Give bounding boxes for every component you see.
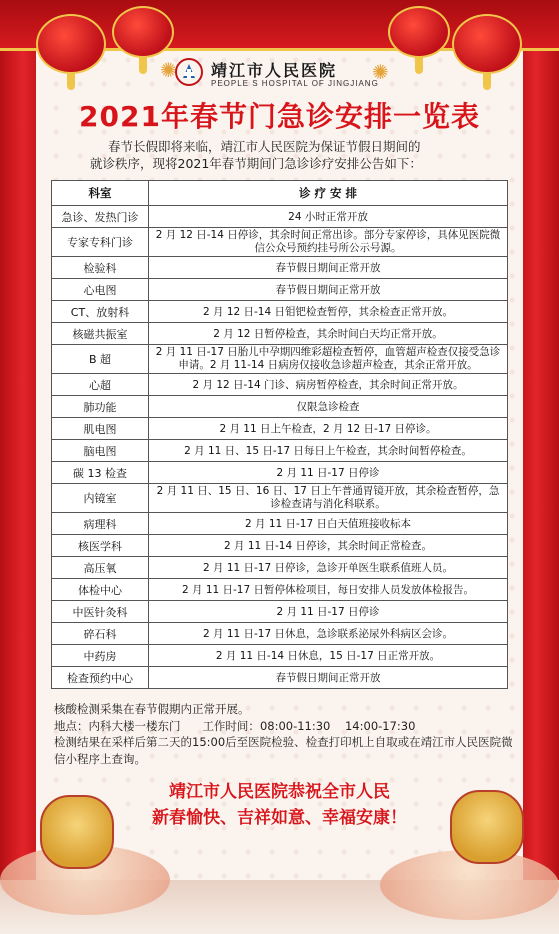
arrangement-cell: 2 月 11 日-17 日停诊，急诊开单医生联系值班人员。 (149, 557, 508, 579)
dept-cell: 核磁共振室 (52, 323, 149, 345)
table-row (52, 462, 508, 484)
arrangement-cell: 春节假日期间正常开放 (149, 257, 508, 279)
table-row (52, 301, 508, 323)
table-row (52, 396, 508, 418)
table-row (52, 418, 508, 440)
header-dept: 科室 (52, 181, 149, 206)
arrangement-cell: 2 月 12 日暂停检查，其余时间白天均正常开放。 (149, 323, 508, 345)
dept-cell: 检查预约中心 (52, 667, 149, 689)
table-row (52, 279, 508, 301)
schedule-table (51, 180, 508, 689)
intro-paragraph (90, 138, 508, 172)
dept-cell: 肌电图 (52, 418, 149, 440)
arrangement-cell: 2 月 11 日-17 日胎儿中孕期四维彩超检查暂停，血管超声检查仅接受急诊申请。2 月 11-14 日病房仅接收急诊超声检查，其余正常开放。 (149, 345, 508, 374)
notes-line-1: 核酸检测采集在春节假期内正常开展。 (54, 702, 250, 716)
table-row (52, 513, 508, 535)
arrangement-cell: 仅限急诊检查 (149, 396, 508, 418)
header-arrangement: 诊 疗 安 排 (149, 181, 508, 206)
hours-label: 工作时间： (202, 718, 260, 733)
lantern-icon (388, 6, 450, 58)
dept-cell: 心超 (52, 374, 149, 396)
notes-line-3: 检测结果在采样后第二天的15:00后至医院检验、检查打印机上自取或在靖江市人民医院微信小程序上查询。 (54, 735, 513, 766)
arrangement-cell: 春节假日期间正常开放 (149, 279, 508, 301)
dept-cell: 中医针灸科 (52, 601, 149, 623)
dept-cell: 体检中心 (52, 579, 149, 601)
arrangement-cell: 2 月 12 日-14 日钼钯检查暂停，其余检查正常开放。 (149, 301, 508, 323)
ox-mascot-icon (40, 795, 114, 869)
page-title: 2021年春节门急诊安排一览表 (79, 100, 480, 133)
table-row (52, 323, 508, 345)
arrangement-cell: 2 月 11 日上午检查，2 月 12 日-17 日停诊。 (149, 418, 508, 440)
table-header-row (52, 181, 508, 206)
dept-cell: 心电图 (52, 279, 149, 301)
lantern-icon (36, 14, 106, 74)
firework-icon: ✺ (372, 60, 389, 84)
hospital-name-cn: 靖江市人民医院 (211, 61, 338, 80)
table-row (52, 228, 508, 257)
arrangement-cell: 2 月 12 日-14 门诊、病房暂停检查，其余时间正常开放。 (149, 374, 508, 396)
arrangement-cell: 2 月 11 日-17 日停诊 (149, 601, 508, 623)
table-row (52, 440, 508, 462)
table-row (52, 667, 508, 689)
arrangement-cell: 2 月 11 日-14 日停诊，其余时间正常检查。 (149, 535, 508, 557)
table-row (52, 257, 508, 279)
arrangement-cell: 2 月 11 日-17 日休息，急诊联系泌尿外科病区会诊。 (149, 623, 508, 645)
dept-cell: 病理科 (52, 513, 149, 535)
arrangement-cell: 2 月 11 日、15 日、16 日、17 日上午普通胃镜开放，其余检查暂停，急诊检查请与消化科联系。 (149, 484, 508, 513)
hospital-name-en: PEOPLE S HOSPITAL OF JINGJIANG (211, 79, 379, 88)
dept-cell: 碎石科 (52, 623, 149, 645)
table-row (52, 623, 508, 645)
arrangement-cell: 24 小时正常开放 (149, 206, 508, 228)
hospital-logo (175, 58, 395, 92)
greeting-line-2: 新春愉快、吉祥如意、幸福安康！ (152, 808, 407, 828)
dept-cell: 碳 13 检查 (52, 462, 149, 484)
table-row (52, 206, 508, 228)
table-row (52, 601, 508, 623)
arrangement-cell: 春节假日期间正常开放 (149, 667, 508, 689)
dept-cell: 专家专科门诊 (52, 228, 149, 257)
dept-cell: 内镜室 (52, 484, 149, 513)
lantern-icon (452, 14, 522, 74)
arrangement-cell: 2 月 11 日、15 日-17 日每日上午检查，其余时间暂停检查。 (149, 440, 508, 462)
dept-cell: 急诊、发热门诊 (52, 206, 149, 228)
table-row (52, 535, 508, 557)
notes-line-2 (54, 718, 514, 735)
greeting-line-1: 靖江市人民医院恭祝全市人民 (169, 782, 390, 802)
arrangement-cell: 2 月 12 日-14 日停诊，其余时间正常出诊。部分专家停诊，具体见医院微信公众号预约挂号所公示号源。 (149, 228, 508, 257)
firework-icon: ✺ (160, 58, 177, 82)
ox-mascot-icon (450, 790, 524, 864)
arrangement-cell: 2 月 11 日-17 日停诊 (149, 462, 508, 484)
table-row (52, 645, 508, 667)
dept-cell: 检验科 (52, 257, 149, 279)
dept-cell: 脑电图 (52, 440, 149, 462)
place-value: 内科大楼一楼东门 (88, 718, 181, 733)
nucleic-acid-notes (54, 701, 514, 767)
dept-cell: CT、放射科 (52, 301, 149, 323)
lantern-icon (112, 6, 174, 58)
table-row (52, 557, 508, 579)
table-row (52, 345, 508, 374)
table-row (52, 484, 508, 513)
arrangement-cell: 2 月 11 日-17 日暂停体检项目，每日安排人员发放体检报告。 (149, 579, 508, 601)
dept-cell: 中药房 (52, 645, 149, 667)
dept-cell: 高压氧 (52, 557, 149, 579)
dept-cell: 肺功能 (52, 396, 149, 418)
intro-line-1: 春节长假即将来临，靖江市人民医院为保证节假日期间的 (108, 139, 421, 154)
intro-line-2: 就诊秩序，现将2021年春节期间门急诊诊疗安排公告如下： (90, 156, 422, 171)
table-row (52, 579, 508, 601)
place-label: 地点： (54, 718, 89, 733)
dept-cell: B 超 (52, 345, 149, 374)
hours-value: 08:00-11:30 14:00-17:30 (259, 718, 416, 733)
arrangement-cell: 2 月 11 日-17 日白天值班接收标本 (149, 513, 508, 535)
table-row (52, 374, 508, 396)
arrangement-cell: 2 月 11 日-14 日休息，15 日-17 日正常开放。 (149, 645, 508, 667)
dept-cell: 核医学科 (52, 535, 149, 557)
hospital-logo-icon (175, 58, 203, 86)
